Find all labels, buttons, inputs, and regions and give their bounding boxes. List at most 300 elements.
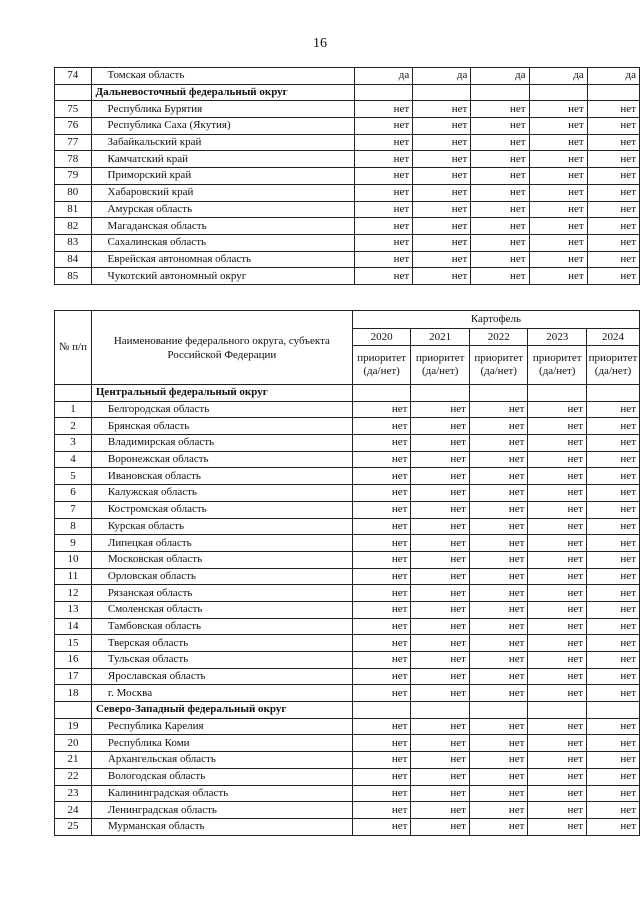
value-cell: нет (587, 251, 639, 268)
row-number (55, 84, 92, 101)
value-cell: нет (529, 168, 587, 185)
table-row (55, 468, 640, 485)
row-number: 19 (55, 718, 92, 735)
region-name: Тверская область (91, 635, 352, 652)
value-cell: нет (587, 268, 639, 285)
value-cell: нет (528, 501, 587, 518)
value-cell: нет (469, 568, 528, 585)
value-cell: нет (587, 618, 640, 635)
region-name: Камчатский край (91, 151, 355, 168)
value-cell: нет (528, 568, 587, 585)
table-row (55, 118, 640, 135)
table-main-header (55, 311, 640, 385)
district-row (55, 385, 640, 402)
table-row (55, 652, 640, 669)
value-cell: нет (413, 218, 471, 235)
value-cell: нет (352, 501, 411, 518)
value-cell: нет (411, 585, 470, 602)
value-cell: нет (411, 752, 470, 769)
value-cell: нет (528, 818, 587, 835)
value-cell: нет (355, 218, 413, 235)
value-cell: нет (411, 518, 470, 535)
row-number: 81 (55, 201, 92, 218)
value-cell: нет (528, 668, 587, 685)
table-row (55, 618, 640, 635)
row-number: 74 (55, 68, 92, 85)
region-name: Чукотский автономный округ (91, 268, 355, 285)
value-cell: нет (528, 585, 587, 602)
value-cell: нет (587, 718, 640, 735)
row-number: 23 (55, 785, 92, 802)
value-cell: нет (352, 435, 411, 452)
region-name: Мурманская область (91, 818, 352, 835)
value-cell: нет (587, 551, 640, 568)
value-cell: нет (352, 618, 411, 635)
region-name: г. Москва (91, 685, 352, 702)
value-cell: нет (528, 652, 587, 669)
value-cell: нет (352, 535, 411, 552)
value-cell: нет (587, 585, 640, 602)
value-cell (587, 385, 640, 402)
value-cell: нет (355, 268, 413, 285)
table-row (55, 818, 640, 835)
value-cell: нет (469, 752, 528, 769)
value-cell: нет (352, 468, 411, 485)
table-row (55, 418, 640, 435)
value-cell: нет (469, 601, 528, 618)
row-number: 80 (55, 184, 92, 201)
region-name: Республика Бурятия (91, 101, 355, 118)
value-cell: нет (529, 234, 587, 251)
value-cell (469, 385, 528, 402)
district-name: Центральный федеральный округ (91, 385, 352, 402)
value-cell: нет (411, 468, 470, 485)
table-row (55, 101, 640, 118)
value-cell: нет (528, 735, 587, 752)
region-name: Московская область (91, 551, 352, 568)
row-number: 21 (55, 752, 92, 769)
value-cell: нет (352, 601, 411, 618)
header-priority: приоритет (да/нет) (411, 346, 470, 385)
table-row (55, 401, 640, 418)
table-row (55, 668, 640, 685)
table-row (55, 585, 640, 602)
table-top-body (55, 68, 640, 285)
value-cell: нет (471, 201, 529, 218)
value-cell (528, 385, 587, 402)
row-number: 22 (55, 768, 92, 785)
value-cell: нет (587, 451, 640, 468)
row-number: 79 (55, 168, 92, 185)
header-priority: приоритет (да/нет) (528, 346, 587, 385)
table-row (55, 685, 640, 702)
value-cell: нет (355, 134, 413, 151)
value-cell: нет (529, 118, 587, 135)
row-number: 9 (55, 535, 92, 552)
table-row (55, 134, 640, 151)
row-number: 14 (55, 618, 92, 635)
value-cell: нет (587, 518, 640, 535)
table-row (55, 501, 640, 518)
region-name: Вологодская область (91, 768, 352, 785)
value-cell: нет (469, 535, 528, 552)
row-number: 83 (55, 234, 92, 251)
value-cell: нет (528, 752, 587, 769)
row-number: 12 (55, 585, 92, 602)
row-number: 25 (55, 818, 92, 835)
value-cell: нет (528, 685, 587, 702)
row-number: 75 (55, 101, 92, 118)
value-cell: нет (587, 601, 640, 618)
value-cell: нет (471, 118, 529, 135)
value-cell: нет (587, 118, 639, 135)
region-name: Курская область (91, 518, 352, 535)
value-cell: да (529, 68, 587, 85)
value-cell: нет (469, 635, 528, 652)
header-crop: Картофель (352, 311, 639, 329)
header-priority: приоритет (да/нет) (352, 346, 411, 385)
table-row (55, 435, 640, 452)
value-cell: нет (528, 535, 587, 552)
value-cell: нет (471, 251, 529, 268)
value-cell: нет (413, 201, 471, 218)
region-name: Владимирская область (91, 435, 352, 452)
region-name: Орловская область (91, 568, 352, 585)
value-cell (411, 702, 470, 719)
value-cell: нет (529, 268, 587, 285)
value-cell: нет (528, 518, 587, 535)
value-cell (355, 84, 413, 101)
table-row (55, 151, 640, 168)
region-name: Забайкальский край (91, 134, 355, 151)
value-cell: нет (411, 401, 470, 418)
table-main-body (55, 385, 640, 836)
region-name: Республика Коми (91, 735, 352, 752)
value-cell: нет (413, 251, 471, 268)
value-cell: нет (528, 551, 587, 568)
value-cell: нет (469, 468, 528, 485)
value-cell: нет (587, 752, 640, 769)
region-name: Магаданская область (91, 218, 355, 235)
table-row (55, 268, 640, 285)
region-name: Рязанская область (91, 585, 352, 602)
value-cell: нет (355, 251, 413, 268)
value-cell: нет (411, 435, 470, 452)
row-number: 24 (55, 802, 92, 819)
value-cell: нет (528, 618, 587, 635)
value-cell: нет (352, 451, 411, 468)
value-cell: нет (587, 685, 640, 702)
header-year: 2022 (469, 329, 528, 346)
value-cell: нет (529, 151, 587, 168)
value-cell: нет (528, 802, 587, 819)
row-number: 77 (55, 134, 92, 151)
value-cell: нет (471, 101, 529, 118)
value-cell (411, 385, 470, 402)
region-name: Республика Карелия (91, 718, 352, 735)
table-row (55, 485, 640, 502)
table-row (55, 218, 640, 235)
value-cell: нет (411, 735, 470, 752)
value-cell: нет (411, 618, 470, 635)
header-year: 2024 (587, 329, 640, 346)
value-cell: нет (411, 551, 470, 568)
header-num: № п/п (55, 311, 92, 385)
value-cell: нет (413, 134, 471, 151)
row-number: 16 (55, 652, 92, 669)
value-cell: нет (587, 401, 640, 418)
region-name: Смоленская область (91, 601, 352, 618)
value-cell: нет (413, 234, 471, 251)
value-cell (469, 702, 528, 719)
value-cell: нет (352, 635, 411, 652)
region-name: Республика Саха (Якутия) (91, 118, 355, 135)
value-cell: нет (587, 234, 639, 251)
table-row (55, 451, 640, 468)
value-cell: нет (529, 201, 587, 218)
table-row (55, 251, 640, 268)
region-name: Белгородская область (91, 401, 352, 418)
value-cell: нет (352, 685, 411, 702)
value-cell: нет (471, 134, 529, 151)
value-cell: нет (352, 585, 411, 602)
row-number (55, 385, 92, 402)
value-cell: нет (469, 451, 528, 468)
value-cell: да (587, 68, 639, 85)
row-number: 18 (55, 685, 92, 702)
header-priority: приоритет (да/нет) (587, 346, 640, 385)
row-number: 17 (55, 668, 92, 685)
value-cell: нет (587, 151, 639, 168)
value-cell: нет (411, 685, 470, 702)
value-cell: нет (469, 802, 528, 819)
region-name: Липецкая область (91, 535, 352, 552)
value-cell: нет (587, 635, 640, 652)
row-number: 82 (55, 218, 92, 235)
value-cell: нет (413, 168, 471, 185)
row-number: 85 (55, 268, 92, 285)
value-cell: нет (411, 652, 470, 669)
value-cell: нет (355, 184, 413, 201)
value-cell: нет (587, 501, 640, 518)
value-cell: нет (587, 201, 639, 218)
table-row (55, 568, 640, 585)
value-cell: нет (469, 485, 528, 502)
value-cell: нет (352, 418, 411, 435)
region-name: Ярославская область (91, 668, 352, 685)
value-cell (413, 84, 471, 101)
table-row (55, 802, 640, 819)
region-name: Архангельская область (91, 752, 352, 769)
district-row (55, 84, 640, 101)
value-cell: нет (411, 802, 470, 819)
value-cell (471, 84, 529, 101)
table-row (55, 768, 640, 785)
value-cell (528, 702, 587, 719)
value-cell: нет (528, 768, 587, 785)
value-cell: нет (587, 535, 640, 552)
value-cell: нет (471, 151, 529, 168)
value-cell: нет (469, 401, 528, 418)
value-cell: да (355, 68, 413, 85)
value-cell: нет (352, 785, 411, 802)
value-cell: да (471, 68, 529, 85)
value-cell: нет (411, 535, 470, 552)
table-top (54, 67, 640, 285)
value-cell: нет (352, 485, 411, 502)
region-name: Калужская область (91, 485, 352, 502)
value-cell: нет (411, 768, 470, 785)
value-cell: нет (529, 251, 587, 268)
value-cell: нет (352, 768, 411, 785)
value-cell: нет (413, 268, 471, 285)
value-cell (529, 84, 587, 101)
row-number: 13 (55, 601, 92, 618)
table-row (55, 551, 640, 568)
value-cell: нет (587, 218, 639, 235)
value-cell: нет (355, 101, 413, 118)
header-name: Наименование федерального округа, субъекта Российской Федерации (91, 311, 352, 385)
value-cell: нет (587, 768, 640, 785)
value-cell: нет (352, 752, 411, 769)
value-cell: нет (528, 485, 587, 502)
row-number: 6 (55, 485, 92, 502)
row-number: 11 (55, 568, 92, 585)
value-cell: нет (587, 652, 640, 669)
value-cell: нет (411, 418, 470, 435)
value-cell: нет (411, 785, 470, 802)
table-row (55, 718, 640, 735)
table-row (55, 168, 640, 185)
value-cell: нет (528, 718, 587, 735)
value-cell: нет (469, 518, 528, 535)
region-name: Еврейская автономная область (91, 251, 355, 268)
value-cell: нет (469, 418, 528, 435)
value-cell: нет (469, 618, 528, 635)
row-number: 4 (55, 451, 92, 468)
value-cell: нет (587, 818, 640, 835)
value-cell: нет (413, 101, 471, 118)
row-number: 2 (55, 418, 92, 435)
value-cell (587, 84, 639, 101)
region-name: Тамбовская область (91, 618, 352, 635)
row-number: 20 (55, 735, 92, 752)
header-year: 2021 (411, 329, 470, 346)
district-name: Дальневосточный федеральный округ (91, 84, 355, 101)
value-cell: нет (528, 451, 587, 468)
value-cell: нет (469, 668, 528, 685)
value-cell: нет (529, 184, 587, 201)
table-row (55, 184, 640, 201)
value-cell (587, 702, 640, 719)
table-row (55, 635, 640, 652)
value-cell: нет (352, 735, 411, 752)
value-cell: нет (355, 118, 413, 135)
value-cell: нет (528, 601, 587, 618)
value-cell: нет (352, 652, 411, 669)
value-cell: нет (411, 485, 470, 502)
value-cell: нет (352, 401, 411, 418)
value-cell (352, 385, 411, 402)
row-number: 7 (55, 501, 92, 518)
value-cell: нет (411, 818, 470, 835)
value-cell: нет (469, 551, 528, 568)
value-cell: нет (469, 718, 528, 735)
value-cell: нет (529, 134, 587, 151)
table-row (55, 518, 640, 535)
value-cell: нет (355, 234, 413, 251)
value-cell: нет (587, 668, 640, 685)
row-number: 78 (55, 151, 92, 168)
value-cell: нет (587, 134, 639, 151)
header-priority: приоритет (да/нет) (469, 346, 528, 385)
value-cell: нет (411, 451, 470, 468)
region-name: Ленинградская область (91, 802, 352, 819)
row-number: 8 (55, 518, 92, 535)
table-row (55, 752, 640, 769)
region-name: Брянская область (91, 418, 352, 435)
value-cell: нет (411, 501, 470, 518)
value-cell: нет (355, 201, 413, 218)
row-number: 1 (55, 401, 92, 418)
value-cell: нет (471, 218, 529, 235)
region-name: Хабаровский край (91, 184, 355, 201)
value-cell: нет (355, 168, 413, 185)
value-cell: нет (469, 435, 528, 452)
district-row (55, 702, 640, 719)
table-row (55, 735, 640, 752)
region-name: Томская область (91, 68, 355, 85)
value-cell: нет (411, 668, 470, 685)
table-row (55, 601, 640, 618)
value-cell: нет (587, 184, 639, 201)
row-number (55, 702, 92, 719)
value-cell: нет (469, 652, 528, 669)
value-cell: нет (528, 435, 587, 452)
value-cell: нет (587, 168, 639, 185)
table-main (54, 310, 640, 836)
value-cell: нет (587, 802, 640, 819)
table-row (55, 535, 640, 552)
row-number: 76 (55, 118, 92, 135)
value-cell: нет (411, 601, 470, 618)
value-cell: нет (529, 218, 587, 235)
value-cell: да (413, 68, 471, 85)
value-cell: нет (469, 501, 528, 518)
value-cell: нет (411, 568, 470, 585)
value-cell: нет (587, 735, 640, 752)
region-name: Тульская область (91, 652, 352, 669)
value-cell: нет (469, 585, 528, 602)
header-year: 2023 (528, 329, 587, 346)
value-cell: нет (469, 818, 528, 835)
row-number: 84 (55, 251, 92, 268)
value-cell: нет (587, 435, 640, 452)
value-cell: нет (352, 802, 411, 819)
value-cell: нет (587, 101, 639, 118)
region-name: Сахалинская область (91, 234, 355, 251)
value-cell: нет (587, 568, 640, 585)
value-cell: нет (471, 168, 529, 185)
value-cell: нет (587, 418, 640, 435)
value-cell: нет (352, 518, 411, 535)
table-row (55, 201, 640, 218)
value-cell: нет (413, 118, 471, 135)
value-cell: нет (528, 418, 587, 435)
row-number: 3 (55, 435, 92, 452)
value-cell: нет (469, 785, 528, 802)
value-cell (352, 702, 411, 719)
